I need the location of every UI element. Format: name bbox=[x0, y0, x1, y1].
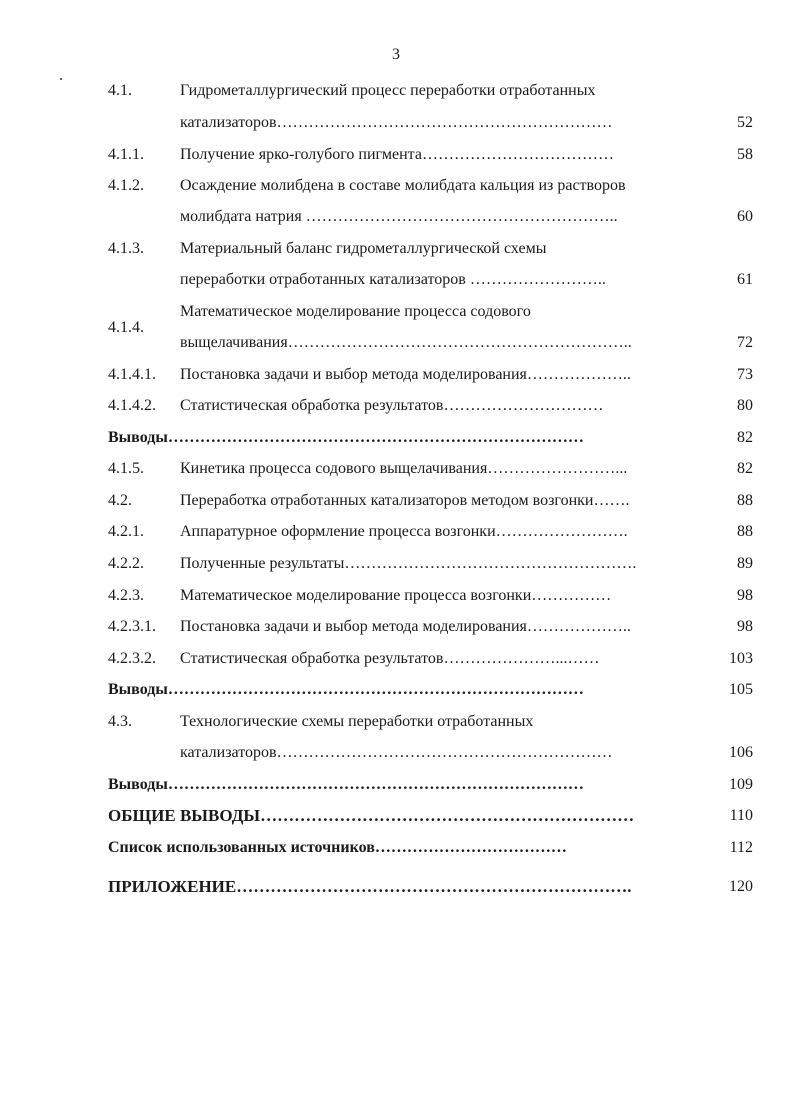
section-title: Постановка задачи и выбор метода моделирования……………….. bbox=[180, 366, 631, 383]
section-number: 4.1.4.1. bbox=[108, 366, 156, 383]
section-title: Технологические схемы переработки отработанных bbox=[180, 713, 534, 730]
section-title: катализаторов……………………………………………………… bbox=[180, 744, 613, 761]
page-reference: 82 bbox=[737, 429, 753, 446]
section-number: 4.1.4. bbox=[108, 319, 144, 336]
page-reference: 89 bbox=[737, 555, 753, 572]
page-reference: 112 bbox=[729, 839, 753, 856]
page-reference: 52 bbox=[737, 114, 753, 131]
section-title: ОБЩИЕ ВЫВОДЫ………………………………………………………… bbox=[108, 806, 635, 825]
section-number: 4.3. bbox=[108, 713, 132, 730]
toc-entry[interactable] bbox=[108, 206, 753, 228]
toc-entry[interactable] bbox=[108, 876, 753, 898]
section-number: 4.2.3.1. bbox=[108, 618, 156, 635]
toc-entry[interactable] bbox=[108, 742, 753, 764]
toc-entry[interactable] bbox=[108, 774, 753, 796]
toc-entry[interactable] bbox=[108, 458, 753, 480]
toc-entry[interactable] bbox=[108, 144, 753, 166]
section-title: Постановка задачи и выбор метода моделирования……………….. bbox=[180, 618, 631, 635]
toc-entry[interactable] bbox=[108, 175, 753, 197]
page-reference: 80 bbox=[737, 397, 753, 414]
page-reference: 72 bbox=[737, 334, 753, 351]
section-number: 4.1.1. bbox=[108, 146, 144, 163]
section-title: Кинетика процесса содового выщелачивания……………………... bbox=[180, 460, 628, 477]
section-title: катализаторов……………………………………………………… bbox=[180, 114, 613, 131]
section-title: Аппаратурное оформление процесса возгонки……………………. bbox=[180, 523, 628, 540]
page-reference: 61 bbox=[737, 271, 753, 288]
page-reference: 88 bbox=[737, 492, 753, 509]
section-number: 4.2.3.2. bbox=[108, 650, 156, 667]
section-title: Выводы…………………………………………………………………… bbox=[108, 681, 584, 698]
toc-entry[interactable] bbox=[108, 238, 753, 260]
toc-entry[interactable] bbox=[108, 427, 753, 449]
section-number: 4.2. bbox=[108, 492, 132, 509]
toc-entry[interactable] bbox=[108, 553, 753, 575]
section-number: 4.1.3. bbox=[108, 240, 144, 257]
section-title: молибдата натрия ………………………………………………….. bbox=[180, 208, 618, 225]
section-title: Математическое моделирование процесса содового bbox=[180, 303, 531, 320]
section-number: 4.2.1. bbox=[108, 523, 144, 540]
page-reference: 110 bbox=[729, 807, 753, 824]
section-title: Получение ярко-голубого пигмента……………………………… bbox=[180, 146, 614, 163]
section-title: Гидрометаллургический процесс переработки отработанных bbox=[180, 82, 596, 99]
toc-entry[interactable] bbox=[108, 648, 753, 670]
page-reference: 109 bbox=[729, 776, 753, 793]
section-title: переработки отработанных катализаторов …………………….. bbox=[180, 271, 606, 288]
toc-entry[interactable] bbox=[108, 679, 753, 701]
section-title: Выводы…………………………………………………………………… bbox=[108, 429, 584, 446]
toc-entry[interactable] bbox=[108, 395, 753, 417]
toc-entry[interactable] bbox=[108, 269, 753, 291]
page-number: 3 bbox=[392, 46, 400, 63]
section-title: Осаждение молибдена в составе молибдата кальция из растворов bbox=[180, 177, 626, 194]
toc-entry[interactable] bbox=[108, 521, 753, 543]
section-number: 4.1.2. bbox=[108, 177, 144, 194]
scan-mark bbox=[60, 78, 62, 80]
section-title: ПРИЛОЖЕНИЕ……………………………………………………………. bbox=[108, 877, 632, 896]
section-title: Переработка отработанных катализаторов методом возгонки……. bbox=[180, 492, 630, 509]
section-title: Статистическая обработка результатов………………………… bbox=[180, 397, 604, 414]
toc-entry[interactable] bbox=[108, 364, 753, 386]
toc-entry[interactable] bbox=[108, 332, 753, 354]
toc-entry[interactable] bbox=[108, 80, 753, 102]
section-number: 4.2.2. bbox=[108, 555, 144, 572]
page-reference: 60 bbox=[737, 208, 753, 225]
section-number: 4.1.5. bbox=[108, 460, 144, 477]
page-reference: 98 bbox=[737, 618, 753, 635]
toc-entry[interactable] bbox=[108, 301, 753, 336]
section-title: выщелачивания……………………………………………………….. bbox=[180, 334, 632, 351]
section-title: Выводы…………………………………………………………………… bbox=[108, 776, 584, 793]
toc-entry[interactable] bbox=[108, 490, 753, 512]
page-reference: 106 bbox=[729, 744, 753, 761]
page-reference: 82 bbox=[737, 460, 753, 477]
page-reference: 88 bbox=[737, 523, 753, 540]
page-reference: 120 bbox=[729, 878, 753, 895]
page-reference: 98 bbox=[737, 587, 753, 604]
section-title: Материальный баланс гидрометаллургической схемы bbox=[180, 240, 547, 257]
section-title: Статистическая обработка результатов…………………...…… bbox=[180, 650, 600, 667]
toc-entry[interactable] bbox=[108, 616, 753, 638]
page-reference: 103 bbox=[729, 650, 753, 667]
section-number: 4.2.3. bbox=[108, 587, 144, 604]
toc-entry[interactable] bbox=[108, 837, 753, 859]
section-number: 4.1.4.2. bbox=[108, 397, 156, 414]
toc-entry[interactable] bbox=[108, 112, 753, 134]
section-number: 4.1. bbox=[108, 82, 132, 99]
section-title: Математическое моделирование процесса возгонки…………… bbox=[180, 587, 612, 604]
toc-entry[interactable] bbox=[108, 711, 753, 733]
section-title: Список использованных источников……………………………… bbox=[108, 839, 567, 856]
page-reference: 58 bbox=[737, 146, 753, 163]
section-title: Полученные результаты………………………………………………. bbox=[180, 555, 637, 572]
page-reference: 73 bbox=[737, 366, 753, 383]
toc-entry[interactable] bbox=[108, 585, 753, 607]
page-reference: 105 bbox=[729, 681, 753, 698]
toc-entry[interactable] bbox=[108, 805, 753, 827]
